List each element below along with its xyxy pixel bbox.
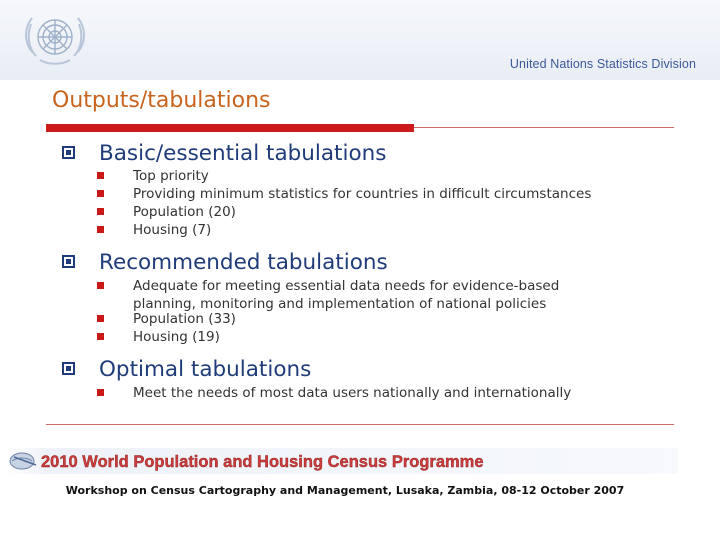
square-bullet-icon bbox=[97, 190, 104, 197]
census-programme-banner bbox=[6, 448, 678, 474]
list-item-text: Adequate for meeting essential data needs for evidence-based planning, monitoring and implementation of national policies bbox=[133, 278, 560, 312]
square-bullet-icon bbox=[97, 226, 104, 233]
section-heading-text: Basic/essential tabulations bbox=[99, 141, 387, 166]
footer-rule bbox=[46, 424, 674, 425]
un-emblem-logo bbox=[18, 8, 92, 68]
list-item-text: Housing (19) bbox=[133, 329, 220, 345]
section-heading-text: Recommended tabulations bbox=[99, 250, 388, 275]
list-item-text: Population (20) bbox=[133, 204, 236, 220]
checkbox-bullet-icon bbox=[62, 362, 75, 375]
page-title: Outputs/tabulations bbox=[52, 88, 271, 113]
banner-text: 2010 World Population and Housing Census Programme bbox=[41, 453, 484, 471]
list-item-text: Population (33) bbox=[133, 311, 236, 327]
square-bullet-icon bbox=[97, 208, 104, 215]
checkbox-bullet-icon bbox=[62, 146, 75, 159]
title-rule-thick bbox=[46, 124, 414, 132]
square-bullet-icon bbox=[97, 172, 104, 179]
section-heading-text: Optimal tabulations bbox=[99, 357, 312, 382]
square-bullet-icon bbox=[97, 282, 104, 289]
list-item-text: Housing (7) bbox=[133, 222, 212, 238]
list-item-text: Providing minimum statistics for countries in difficult circumstances bbox=[133, 186, 592, 202]
checkbox-bullet-icon bbox=[62, 255, 75, 268]
division-name: United Nations Statistics Division bbox=[509, 57, 696, 71]
footer-text: Workshop on Census Cartography and Management, Lusaka, Zambia, 08-12 October 2007 bbox=[65, 484, 625, 497]
square-bullet-icon bbox=[97, 315, 104, 322]
square-bullet-icon bbox=[97, 333, 104, 340]
title-rule-thin bbox=[414, 127, 674, 128]
list-item-text: Meet the needs of most data users nationally and internationally bbox=[133, 385, 572, 401]
list-item-text: Top priority bbox=[133, 168, 209, 184]
square-bullet-icon bbox=[97, 389, 104, 396]
